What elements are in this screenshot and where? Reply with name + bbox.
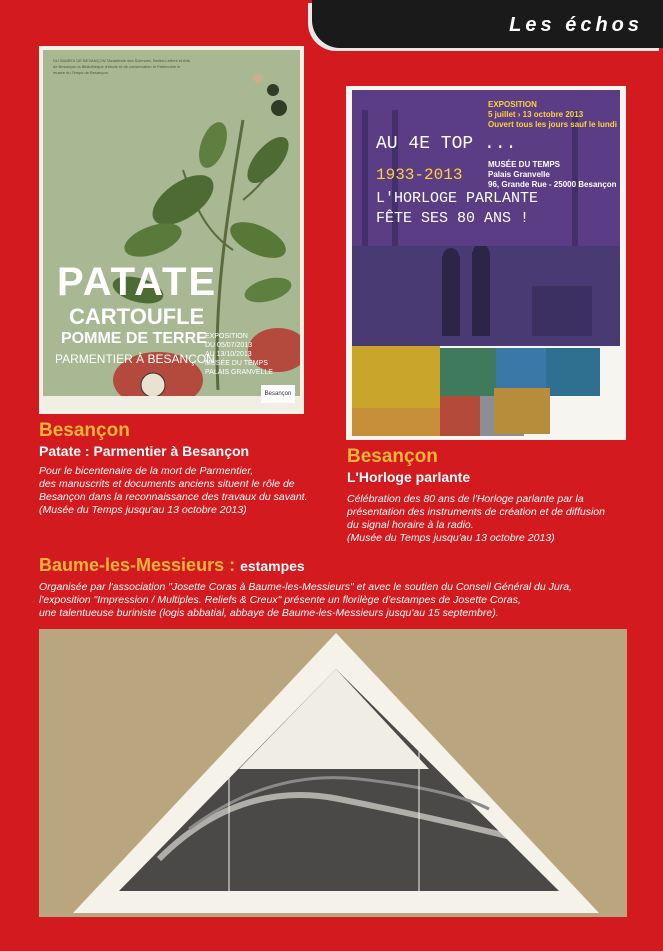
- article-1-description: [39, 465, 339, 517]
- article-3-description: [39, 581, 629, 620]
- engraving-artwork: [39, 629, 627, 917]
- article-3-desc-line-2: l'exposition "Impression / Multiples. Reliefs & Creux" présente un florilège d'estampes de Josette Coras,: [39, 594, 521, 606]
- poster-patate-artwork: [43, 50, 300, 410]
- poster-patate-credits: DU SAMEDI DE BESANÇON l'Académie des Sciences, Belles-Lettres et Arts de Besançon la Bibliothèque d'étude et de conservation le Patrimoine le musée du Temps de Besançon: [53, 58, 191, 75]
- poster-patate-title-2: CARTOUFLE: [69, 304, 205, 329]
- article-1-desc-line-3: Besançon dans la reconnaissance des travaux du savant.: [39, 491, 308, 503]
- article-2-desc-line-4: (Musée du Temps jusqu'au 13 octobre 2013): [347, 532, 555, 544]
- photo-tile-yellow: [352, 346, 440, 408]
- article-3-city: Baume-les-Messieurs :: [39, 555, 236, 575]
- poster-horloge-line-1: AU 4E TOP ...: [376, 134, 517, 154]
- article-2-desc-line-3: du signal horaire à la radio.: [347, 519, 474, 531]
- article-1-subtitle: Patate : Parmentier à Besançon: [39, 443, 250, 459]
- poster-patate-info: EXPOSITION DU 05/07/2013 AU 13/10/2013 MUSÉE DU TEMPS PALAIS GRANVELLE: [205, 333, 273, 376]
- article-1-desc-line-2: des manuscrits et documents anciens situent le rôle de: [39, 478, 295, 490]
- article-3-tag: estampes: [240, 558, 305, 574]
- men-at-clock-photo: [352, 246, 620, 346]
- triangle-engraving: [39, 629, 627, 917]
- article-2-desc-line-2: présentation des instruments de création et de diffusion: [347, 506, 605, 518]
- besancon-logo: Besançon: [261, 385, 295, 403]
- article-2-city: Besançon: [347, 446, 438, 467]
- article-2-desc-line-1: Célébration des 80 ans de l'Horloge parlante par la: [347, 493, 584, 505]
- poster-horloge-line-2: L'HORLOGE PARLANTE: [376, 190, 539, 207]
- poster-horloge-expo-dates: EXPOSITION 5 juillet › 13 octobre 2013 Ouvert tous les jours sauf le lundi: [488, 100, 617, 129]
- article-3-heading: [39, 555, 305, 576]
- poster-horloge-line-3: FÊTE SES 80 ANS !: [376, 210, 530, 227]
- poster-horloge-banner: [352, 90, 620, 250]
- photo-tile-sepia: [352, 408, 440, 436]
- article-1-city: Besançon: [39, 420, 130, 441]
- photo-tile-green: [440, 348, 496, 396]
- article-3-desc-line-3: une talentueuse buriniste (logis abbatial, abbaye de Baume-les-Messieurs jusqu'au 15 septembre).: [39, 607, 499, 619]
- poster-horloge: [346, 86, 626, 440]
- section-header-tab: [312, 0, 663, 48]
- poster-patate-title-1: PATATE: [57, 260, 218, 304]
- photo-tile-building: [494, 388, 550, 434]
- article-2-subtitle: L'Horloge parlante: [347, 469, 471, 485]
- poster-patate: [39, 46, 304, 414]
- poster-horloge-years: 1933-2013: [376, 166, 463, 184]
- article-2-description: [347, 493, 637, 545]
- photo-tile-red: [440, 396, 480, 436]
- article-1-desc-line-1: Pour le bicentenaire de la mort de Parmentier,: [39, 465, 254, 477]
- poster-horloge-photo: [352, 246, 620, 346]
- article-3-desc-line-1: Organisée par l'association "Josette Coras à Baume-les-Messieurs" et avec le soutien du Conseil Général du Jura,: [39, 581, 572, 593]
- poster-patate-subtitle: PARMENTIER À BESANÇON: [55, 352, 215, 366]
- poster-patate-title-3: POMME DE TERRE: [61, 330, 207, 347]
- article-1-desc-line-4: (Musée du Temps jusqu'au 13 octobre 2013): [39, 504, 247, 516]
- photo-tile-teal: [546, 348, 600, 396]
- section-label: Les échos: [509, 14, 643, 36]
- poster-horloge-venue: MUSÉE DU TEMPS Palais Granvelle 96, Grande Rue - 25000 Besançon: [488, 160, 617, 189]
